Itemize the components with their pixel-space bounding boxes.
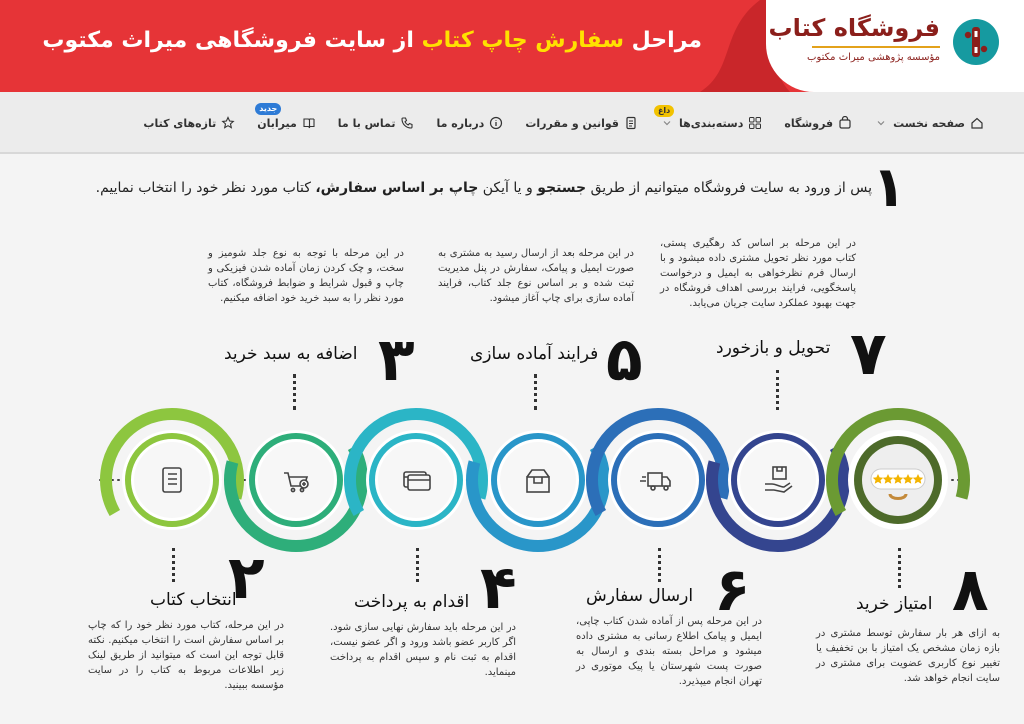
step-8-number: ۸ [952, 555, 989, 625]
step-6-number: ۶ [714, 555, 751, 625]
nav-label-miraban: میرابان [257, 116, 297, 130]
step-8-description: به ازای هر بار سفارش توسط مشتری در بازه زمان مشخص یک امتیاز با بن تخفیف یا تغییر نوع کاربری عضویت برای مشتری در سایت انجام خواهد شد. [816, 628, 1000, 684]
chevron-down-icon [660, 116, 674, 130]
step-8-title: امتیاز خرید [856, 594, 933, 614]
phone-icon [400, 116, 414, 130]
intro-part-a: پس از ورود به سایت فروشگاه میتوانیم از طریق [586, 180, 872, 196]
nav-label-shop: فروشگاه [784, 116, 834, 130]
nav-bar [0, 92, 1024, 154]
intro-print-keyword: چاپ بر اساس سفارش، [315, 180, 479, 196]
document-icon [624, 116, 638, 130]
step-2-number: ۲ [228, 543, 265, 613]
step-8-circle [808, 390, 988, 570]
book-icon [302, 116, 316, 130]
step-4-title: اقدام به پرداخت [354, 592, 470, 612]
hot-badge: داغ [654, 105, 674, 117]
step-7-circle [688, 390, 868, 570]
intro-search-keyword: جستجو [537, 180, 587, 196]
brand-logo-icon [952, 18, 1000, 66]
step-4-description: در این مرحله باید سفارش نهایی سازی شود. اگر کاربر عضو باشد ورود و اگر عضو نیست، اقدام به ثبت نام و سپس اقدام به پرداخت مینماید. [330, 622, 516, 678]
nav-item-contact[interactable] [338, 116, 415, 130]
step-1-number: ۱ [871, 155, 906, 220]
connector-step-4 [416, 548, 419, 582]
steps-timeline [0, 390, 1024, 570]
nav-item-miraban[interactable] [257, 104, 316, 130]
step-3-description: در این مرحله با توجه به نوع جلد شومیز و سخت، و چک کردن زمان آماده شدن فیزیکی و چاپ و قبول شرایط و ضوابط فروشگاه، کتاب مورد نظر را به سبد خرید خود اضافه میکنیم. [208, 248, 404, 304]
step-5-circle [448, 390, 628, 570]
main-menu [121, 104, 984, 130]
brand-name: فروشگاه کتاب [768, 14, 940, 42]
step-6-circle [568, 390, 748, 570]
brand-underline [812, 46, 940, 48]
step-7-title: تحویل و بازخورد [716, 338, 831, 358]
step-6-title: ارسال سفارش [586, 586, 694, 606]
step-5-description: در این مرحله بعد از ارسال رسید به مشتری به صورت ایمیل و پیامک، سفارش در پنل مدیریت ثبت شده و بر اساس نوع جلد کتاب، فرایند آماده سازی برای چاپ آغاز میشود. [438, 248, 634, 304]
nav-item-categories[interactable] [657, 106, 762, 130]
step-1-text [96, 180, 872, 196]
step-4-circle [326, 390, 506, 570]
title-highlight: سفارش چاپ کتاب [421, 28, 624, 53]
header-banner [0, 0, 1024, 92]
nav-item-home[interactable] [874, 116, 984, 130]
page-title [42, 28, 702, 53]
nav-item-about[interactable] [436, 116, 503, 130]
chevron-down-icon [874, 116, 888, 130]
step-5-number: ۵ [606, 325, 643, 395]
nav-label-new-books: تازه‌های کتاب [143, 116, 217, 130]
step-3-title: اضافه به سبد خرید [224, 344, 358, 364]
brand-subtitle: مؤسسه پژوهشی میراث مکتوب [807, 52, 940, 63]
step-5-title: فرایند آماده سازی [470, 344, 599, 364]
nav-label-about: درباره ما [436, 116, 485, 130]
step-2-description: در این مرحله، کتاب مورد نظر خود را که چاپ بر اساس سفارش است را انتخاب میکنیم. نکته قابل توجه این است که میتوانید از طریق لینک زیر اطلاعات مربوط به کتاب را در سایت مؤسسه ببینید. [88, 620, 284, 691]
brand-logo-box[interactable] [766, 0, 1024, 92]
step-2-title: انتخاب کتاب [150, 590, 237, 610]
shop-icon [838, 116, 852, 130]
home-icon [970, 116, 984, 130]
nav-item-shop[interactable] [784, 116, 852, 130]
nav-label-contact: تماس با ما [337, 116, 396, 130]
nav-label-rules: قوانین و مقررات [525, 116, 619, 130]
step-7-number: ۷ [850, 319, 887, 389]
step-3-number: ۳ [378, 325, 415, 395]
title-part-2: از سایت فروشگاهی میراث مکتوب [42, 28, 422, 53]
connector-step-6 [658, 548, 661, 582]
nav-label-categories: دسته‌بندی‌ها [678, 116, 744, 130]
title-part-1: مراحل [624, 28, 702, 53]
new-badge: جدید [255, 103, 281, 115]
step-7-description: در این مرحله بر اساس کد رهگیری پستی، کتاب مورد نظر تحویل مشتری داده میشود و با ارسال فرم نظرخواهی به ایمیل و درخواست پاسخگویی، فرایند بررسی اهداف فروشگاه در جهت بهبود عملکرد سایت جریان می‌یابد. [660, 238, 856, 309]
step-4-number: ۴ [480, 553, 517, 623]
connector-step-2 [172, 548, 175, 582]
nav-label-home: صفحه نخست [893, 116, 965, 130]
intro-part-e: کتاب مورد نظر خود را انتخاب نماییم. [95, 180, 316, 196]
star-icon [221, 116, 235, 130]
grid-icon [748, 116, 762, 130]
nav-item-new-books[interactable] [143, 116, 235, 130]
intro-part-c: و یا آیکن [478, 180, 538, 196]
connector-step-8 [898, 548, 901, 588]
info-icon [489, 116, 503, 130]
nav-item-rules[interactable] [525, 116, 638, 130]
step-6-description: در این مرحله پس از آماده شدن کتاب چاپی، ایمیل و پیامک اطلاع رسانی به مشتری داده میشود و مراحل بسته بندی و ارسال به صورت پست شهرستان یا پیک موتوری در تهران انجام میپذیرد. [576, 616, 762, 687]
